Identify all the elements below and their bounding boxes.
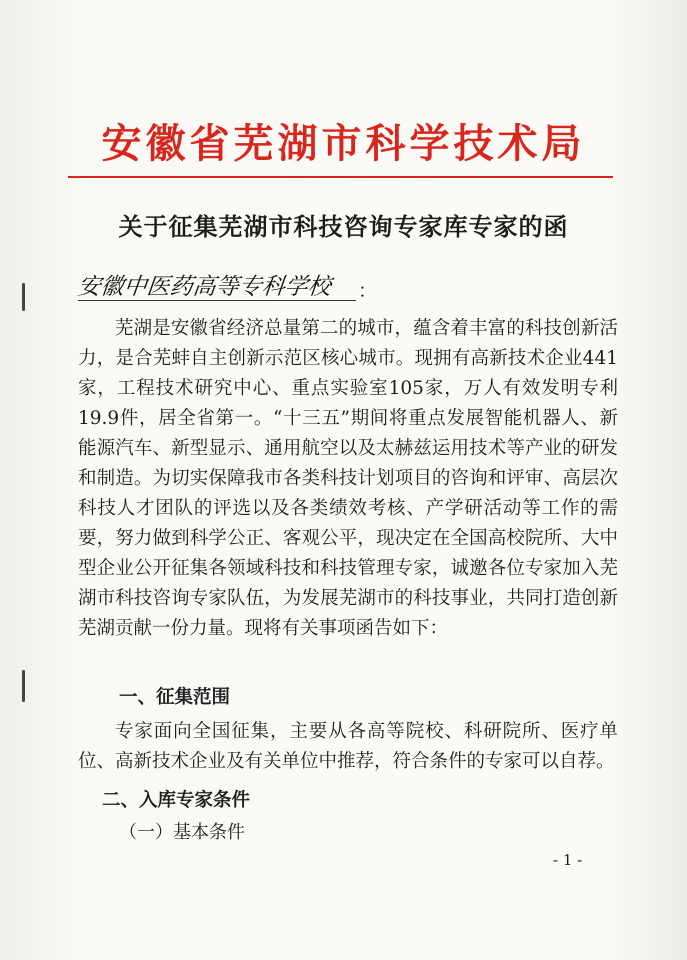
body-paragraph-intro: 芜湖是安徽省经济总量第二的城市，蕴含着丰富的科技创新活力，是合芜蚌自主创新示范区核心城市。现拥有高新技术企业441家，工程技术研究中心、重点实验室105家，万人有效发明专利19.9件，居全省第一。“十三五”期间将重点发展智能机器人、新能源汽车、新型显示、通用航空以及太赫兹运用技术等产业的研发和制造。为切实保障我市各类科技计划项目的咨询和评审、高层次科技人才团队的评选以及各类绩效考核、产学研活动等工作的需要，努力做到科学公正、客观公平，现决定在全国高校院所、大中型企业公开征集各领域科技和科技管理专家，诚邀各位专家加入芜湖市科技咨询专家队伍，为发展芜湖市的科技事业，共同打造创新芜湖贡献一份力量。现将有关事项函告如下： xyxy=(78,318,618,639)
section-heading-conditions: 二、入库专家条件 xyxy=(102,790,251,811)
page-number: - 1 - xyxy=(553,851,583,869)
letterhead-red-rule xyxy=(68,176,613,178)
binder-hole-mark xyxy=(22,670,25,702)
subsection-heading-basic: （一）基本条件 xyxy=(119,822,245,843)
addressee-block xyxy=(78,266,378,306)
handwritten-addressee: 安徽中医药高等专科学校 xyxy=(76,274,333,300)
binder-hole-mark xyxy=(22,283,25,311)
document-title: 关于征集芜湖市科技咨询专家库专家的函 xyxy=(118,212,569,241)
section-heading-scope: 一、征集范围 xyxy=(119,687,231,708)
addressee-colon: ： xyxy=(358,280,378,302)
agency-letterhead: 安徽省芜湖市科学技术局 xyxy=(101,120,586,167)
body-paragraph-scope: 专家面向全国征集，主要从各高等院校、科研院所、医疗单位、高新技术企业及有关单位中推荐，符合条件的专家可以自荐。 xyxy=(78,721,618,772)
addressee-underline xyxy=(78,300,356,301)
